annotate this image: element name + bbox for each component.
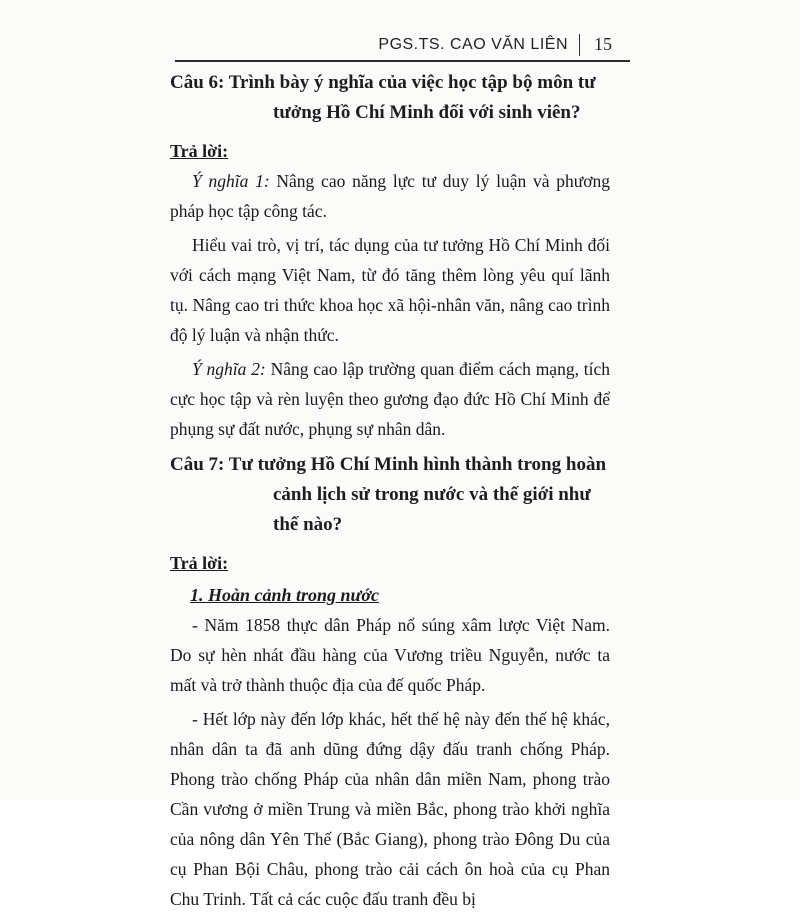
header-author: PGS.TS. CAO VĂN LIÊN xyxy=(378,36,568,53)
answer-label-7: Trả lời: xyxy=(170,553,229,573)
meaning-2-text: Nâng cao lập trường quan điểm cách mạng, tích cực học tập và rèn luyện theo gương đạo đức Hồ Chí Minh để phụng sự đất nước, phụng sự nhân dân. xyxy=(170,359,610,439)
meaning-2-label: Ý nghĩa 2: xyxy=(192,359,266,379)
meaning-1-label: Ý nghĩa 1: xyxy=(192,171,270,191)
header-rule xyxy=(175,60,630,62)
header-separator xyxy=(579,34,580,56)
question-6-line1: Trình bày ý nghĩa của việc học tập bộ môn tư xyxy=(228,72,596,93)
running-header xyxy=(175,32,630,62)
question-7-label: Câu 7: xyxy=(170,454,225,475)
page-number: 15 xyxy=(594,34,612,54)
bullet-paragraph-2: - Hết lớp này đến lớp khác, hết thế hệ này đến thế hệ khác, nhân dân ta đã anh dũng đứng dậy đấu tranh chống Pháp. Phong trào chống Pháp của nhân dân miền Nam, phong trào Cần vương ở miền Trung và miền Bắc, phong trào khởi nghĩa của nông dân Yên Thế (Bắc Giang), phong trào Đông Du của cụ Phan Bội Châu, phong trào cải cách ôn hoà của cụ Phan Chu Trinh. Tất cả các cuộc đấu tranh đều bị xyxy=(170,709,610,909)
question-7-heading xyxy=(170,450,610,540)
question-6-label: Câu 6: xyxy=(170,72,225,93)
meaning-1-paragraph xyxy=(170,166,610,226)
question-6-line2: tưởng Hồ Chí Minh đối với sinh viên? xyxy=(273,102,581,123)
bullet-paragraph-1: - Năm 1858 thực dân Pháp nổ súng xâm lược Việt Nam. Do sự hèn nhát đầu hàng của Vương triều Nguyễn, nước ta mất và trở thành thuộc địa của đế quốc Pháp. xyxy=(170,615,610,695)
answer-label-6: Trả lời: xyxy=(170,141,229,161)
question-7-line2: cảnh lịch sử trong nước và thế giới như thế nào? xyxy=(273,484,591,535)
paragraph-role: Hiểu vai trò, vị trí, tác dụng của tư tưởng Hồ Chí Minh đối với cách mạng Việt Nam, từ đó tăng thêm lòng yêu quí lãnh tụ. Nâng cao tri thức khoa học xã hội-nhân văn, nâng cao trình độ lý luận và nhận thức. xyxy=(170,235,610,345)
question-7-line1: Tư tưởng Hồ Chí Minh hình thành trong hoàn xyxy=(228,454,607,475)
page-content xyxy=(170,68,610,914)
section-heading-domestic: 1. Hoàn cảnh trong nước xyxy=(190,585,379,605)
meaning-1-text: Nâng cao năng lực tư duy lý luận và phương pháp học tập công tác. xyxy=(170,171,610,221)
meaning-2-paragraph xyxy=(170,354,610,444)
question-6-heading xyxy=(170,68,610,128)
